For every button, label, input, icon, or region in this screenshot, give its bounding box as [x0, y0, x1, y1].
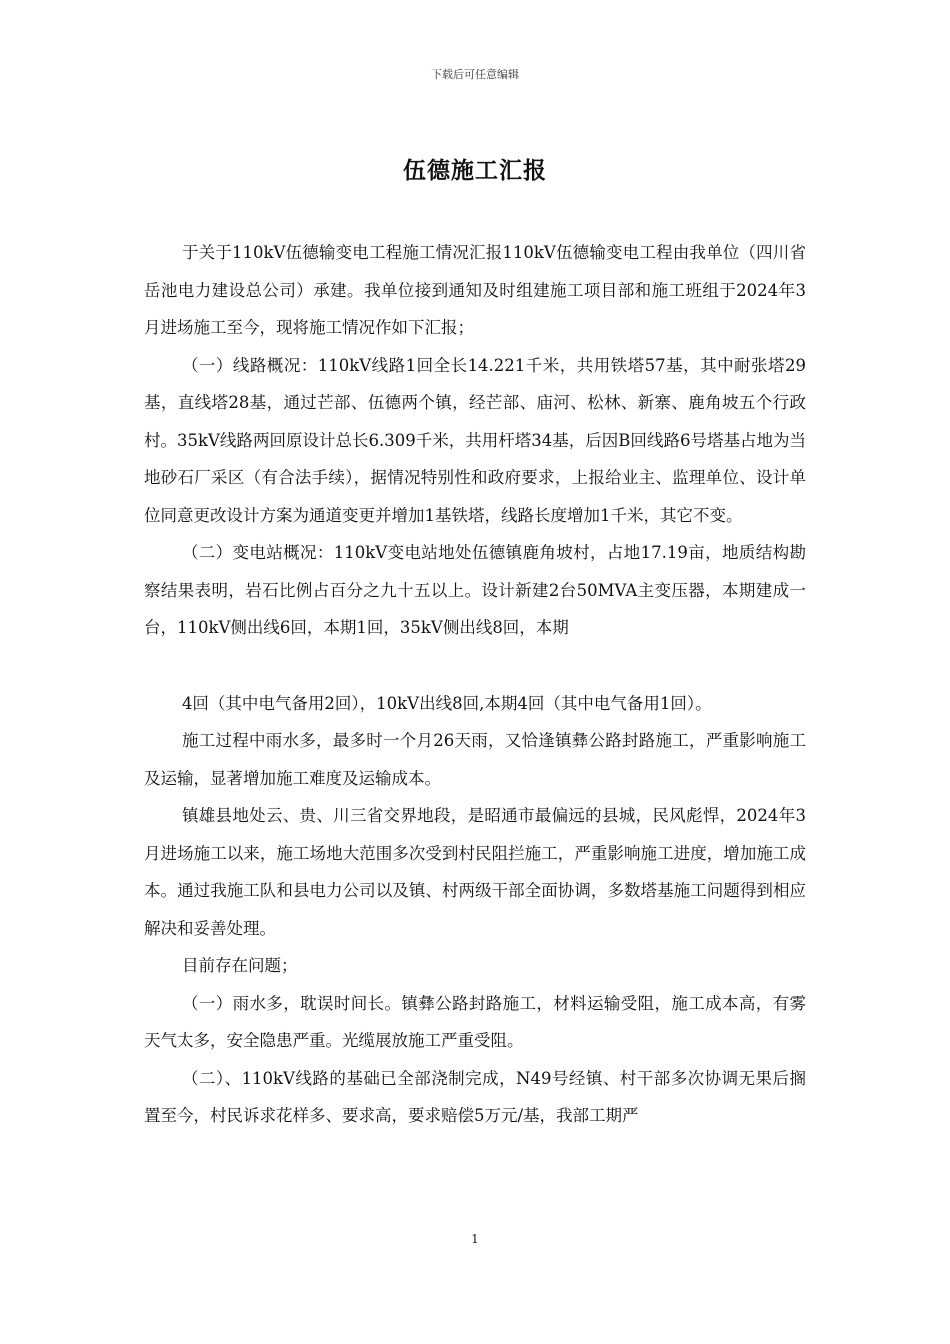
paragraph-substation-continued: 4回（其中电气备用2回），10kV出线8回,本期4回（其中电气备用1回）。 [181, 693, 712, 713]
document-title: 伍德施工汇报 [403, 158, 547, 184]
paragraph-issue-two: （二）、110kV线路的基础已全部浇制完成，N49号经镇、村干部多次协调无果后搁置至今，村民诉求花样多、要求高，要求赔偿5万元/基，我部工期严 [144, 1068, 806, 1125]
paragraph-local-situation: 镇雄县地处云、贵、川三省交界地段，是昭通市最偏远的县城，民风彪悍，2024年3月进场施工以来，施工场地大范围多次受到村民阻拦施工，严重影响施工进度，增加施工成本。通过我施工队和县电力公司以及镇、村两级干部全面协调，多数塔基施工问题得到相应解决和妥善处理。 [144, 806, 806, 938]
paragraph-issues-heading: 目前存在问题； [181, 956, 298, 975]
paragraph-intro: 于关于110kV伍德输变电工程施工情况汇报110kV伍德输变电工程由我单位（四川省岳池电力建设总公司）承建。我单位接到通知及时组建施工项目部和施工班组于2024年3月进场施工至今，现将施工情况作如下汇报； [144, 243, 806, 337]
paragraph-issue-one: （一）雨水多，耽误时间长。镇彝公路封路施工，材料运输受阻，施工成本高，有雾天气太多，安全隐患严重。光缆展放施工严重受阻。 [144, 993, 806, 1050]
paragraph-rain-impact: 施工过程中雨水多，最多时一个月26天雨，又恰逢镇彝公路封路施工，严重影响施工及运输，显著增加施工难度及运输成本。 [144, 731, 806, 788]
paragraph-line-overview: （一）线路概况：110kV线路1回全长14.221千米，共用铁塔57基，其中耐张塔29基，直线塔28基，通过芒部、伍德两个镇，经芒部、庙河、松林、新寨、鹿角坡五个行政村。35kV线路两回原设计总长6.309千米，共用杆塔34基，后因B回线路6号塔基占地为当地砂石厂采区（有合法手续），据情况特别性和政府要求，上报给业主、监理单位、设计单位同意更改设计方案为通道变更并增加1基铁塔，线路长度增加1千米，其它不变。 [144, 355, 806, 525]
document-body [144, 234, 806, 1135]
page-break-gap [144, 647, 806, 685]
header-note: 下载后可任意编辑 [431, 68, 519, 81]
paragraph-substation-overview: （二）变电站概况：110kV变电站地处伍德镇鹿角坡村，占地17.19亩，地质结构勘察结果表明，岩石比例占百分之九十五以上。设计新建2台50MVA主变压器，本期建成一台，110kV侧出线6回，本期1回，35kV侧出线8回，本期 [144, 543, 806, 637]
page-number: 1 [471, 1232, 479, 1246]
